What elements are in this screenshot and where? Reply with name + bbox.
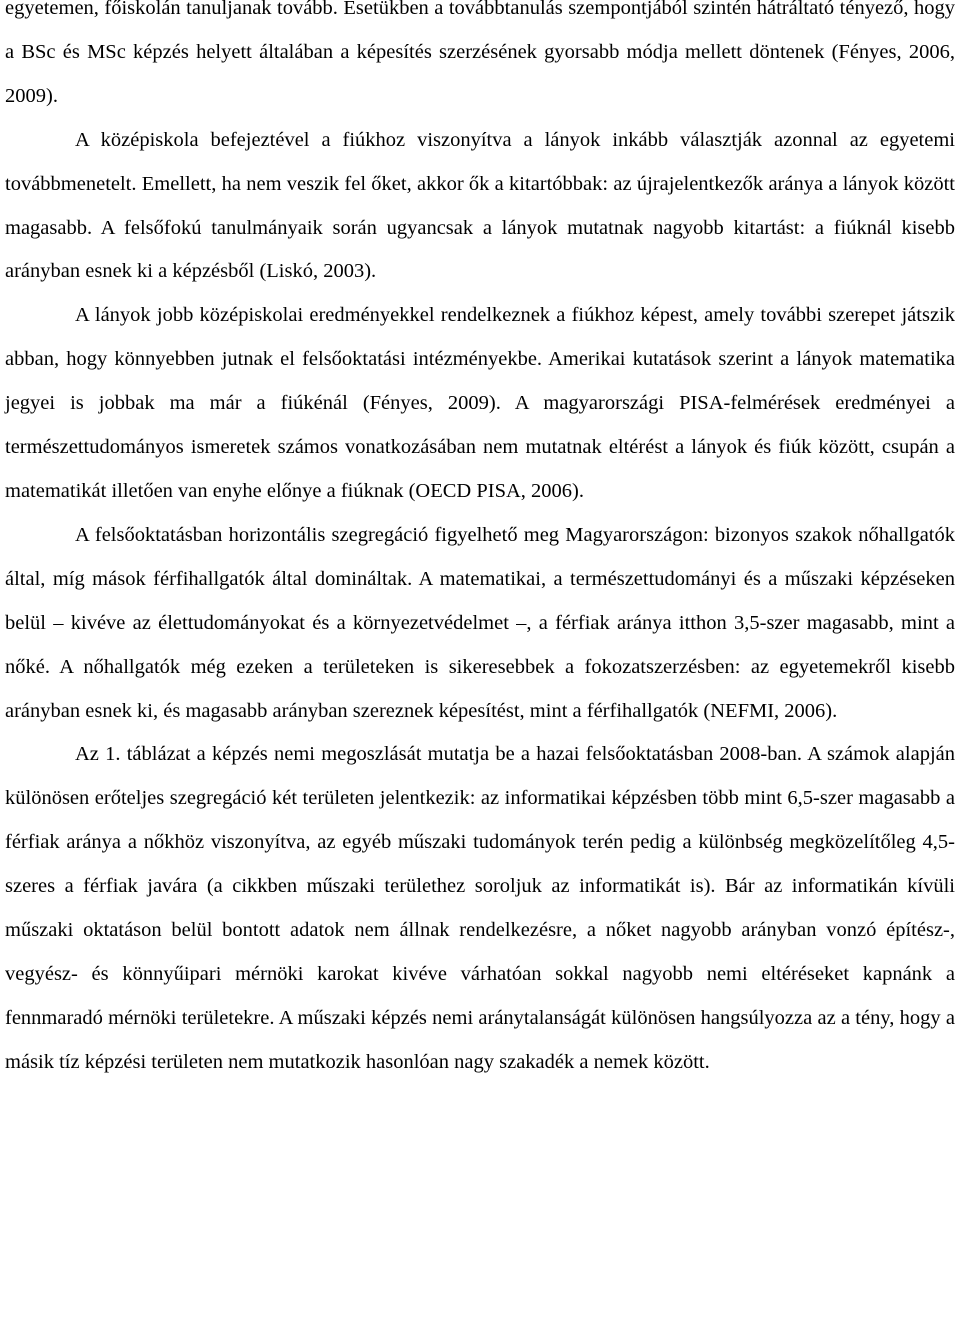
- paragraph-table-description: Az 1. táblázat a képzés nemi megoszlását mutatja be a hazai felsőoktatásban 2008-ban. A számok alapján különösen erőteljes szegregáció két területen jelentkezik: az informatikai képzésben több mint 6,5-szer magasabb a férfiak aránya a nőkhöz viszonyítva, az egyéb műszaki tudományok terén pedig a különbség megközelítőleg 4,5-szeres a férfiak javára (a cikkben műszaki területhez soroljuk az informatikát is). Bár az informatikán kívüli műszaki oktatáson belül bontott adatok nem állnak rendelkezésre, a nőket nagyobb arányban vonzó építész-, vegyész- és könnyűipari mérnöki karokat kivéve várhatóan sokkal nagyobb nemi eltéréseket kapnánk a fennmaradó mérnöki területekre. A műszaki képzés nemi aránytalanságát különösen hangsúlyozza az a tény, hogy a másik tíz képzési területen nem mutatkozik hasonlóan nagy szakadék a nemek között.: [5, 743, 955, 1073]
- paragraph-secondary-school: A középiskola befejeztével a fiúkhoz viszonyítva a lányok inkább választják azonnal az egyetemi továbbmenetelt. Emellett, ha nem veszik fel őket, akkor ők a kitartóbbak: az újrajelentkezők aránya a lányok között magasabb. A felsőfokú tanulmányaik során ugyancsak a lányok mutatnak nagyobb kitartást: a fiúknál kisebb arányban esnek ki a képzésből (Liskó, 2003).: [5, 128, 955, 283]
- paragraph-horizontal-segregation: A felsőoktatásban horizontális szegregáció figyelhető meg Magyarországon: bizonyos szakok nőhallgatók által, míg mások férfihallgatók által domináltak. A matematikai, a természettudományi és a műszaki képzéseken belül – kivéve az élettudományokat és a környezetvédelmet –, a férfiak aránya itthon 3,5-szer magasabb, mint a nőké. A nőhallgatók még ezeken a területeken is sikeresebbek a fokozatszerzésben: az egyetemekről kisebb arányban esnek ki, és magasabb arányban szereznek képesítést, mint a férfihallgatók (NEFMI, 2006).: [5, 523, 955, 722]
- paragraph-continuation: egyetemen, főiskolán tanuljanak tovább. Esetükben a továbbtanulás szempontjából szintén hátráltató tényező, hogy a BSc és MSc képzés helyett általában a képesítés szerzésének gyorsabb módja mellett döntenek (Fényes, 2006, 2009).: [5, 0, 955, 107]
- paragraph-school-results: A lányok jobb középiskolai eredményekkel rendelkeznek a fiúkhoz képest, amely további szerepet játszik abban, hogy könnyebben jutnak el felsőoktatási intézményekbe. Amerikai kutatások szerint a lányok matematika jegyei is jobbak ma már a fiúkénál (Fényes, 2009). A magyarországi PISA-felmérések eredményei a természettudományos ismeretek számos vonatkozásában nem mutatnak eltérést a lányok és fiúk között, csupán a matematikát illetően van enyhe előnye a fiúknak (OECD PISA, 2006).: [5, 304, 955, 502]
